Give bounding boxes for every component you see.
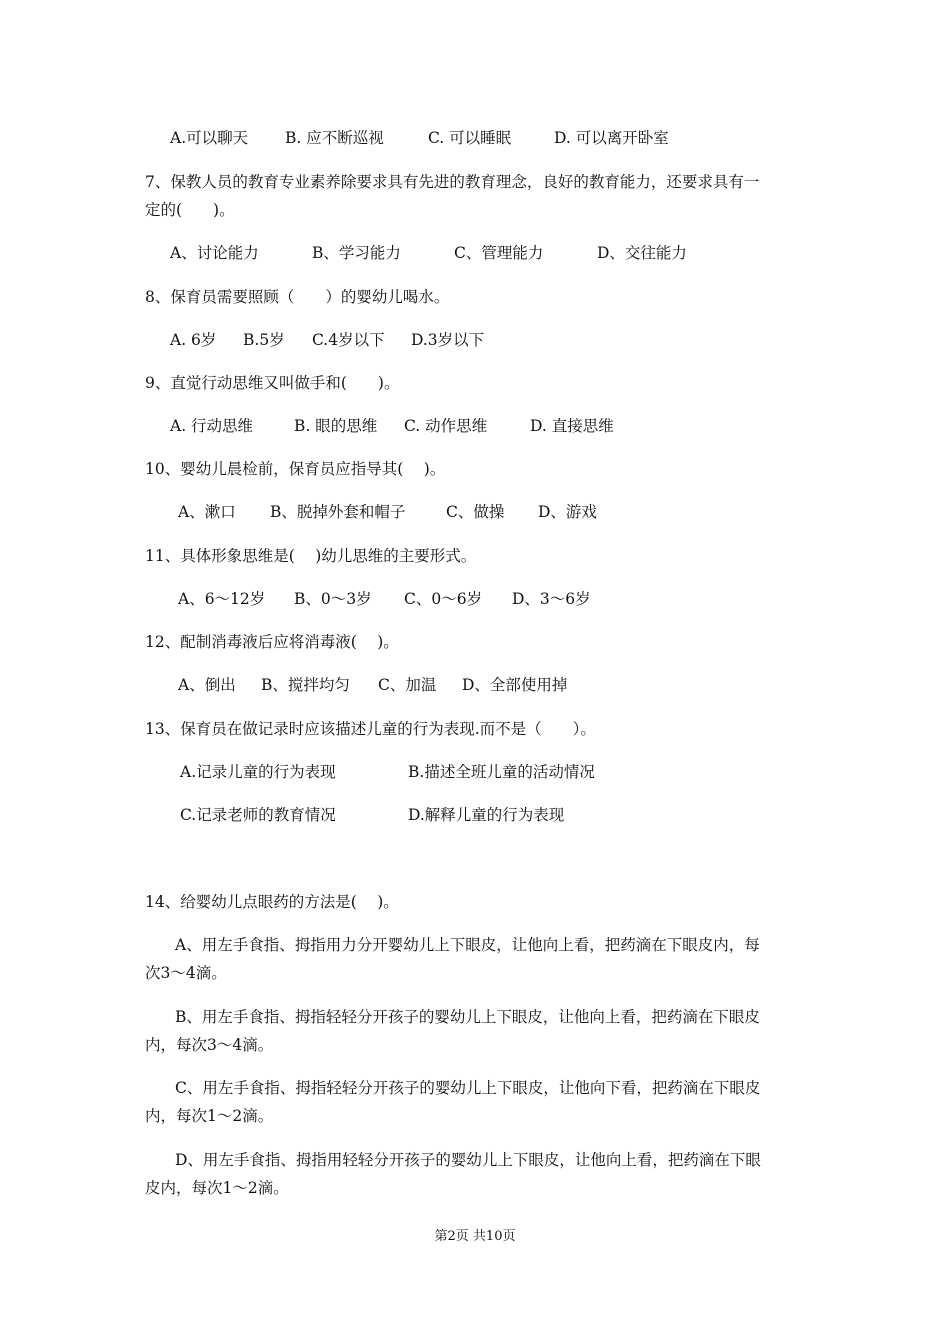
- q13-option-b: B.描述全班儿童的活动情况: [408, 763, 595, 781]
- q12-question: 12、配制消毒液后应将消毒液( )。: [145, 633, 399, 651]
- q10-option-b: B、脱掉外套和帽子: [270, 503, 406, 521]
- q7-option-a: A、讨论能力: [170, 244, 259, 262]
- q8-option-c: C.4岁以下: [312, 331, 385, 349]
- q14-option-c-line2: 内，每次1～2滴。: [145, 1107, 274, 1125]
- q8-option-b: B.5岁: [243, 331, 285, 349]
- q11-option-b: B、0～3岁: [294, 590, 372, 608]
- q14-option-b-line2: 内，每次3～4滴。: [145, 1036, 274, 1054]
- q14-option-d-line1: D、用左手食指、拇指用轻轻分开孩子的婴幼儿上下眼皮，让他向上看，把药滴在下眼: [175, 1151, 761, 1169]
- q7-question-line1: 7、保教人员的教育专业素养除要求具有先进的教育理念，良好的教育能力，还要求具有一: [145, 173, 760, 191]
- q12-option-d: D、全部使用掉: [462, 676, 568, 694]
- q10-question: 10、婴幼儿晨检前，保育员应指导其( )。: [145, 460, 446, 478]
- q12-option-c: C、加温: [378, 676, 437, 694]
- q6-option-c: C. 可以睡眠: [428, 129, 512, 147]
- q10-option-c: C、做操: [446, 503, 505, 521]
- q9-option-b: B. 眼的思维: [294, 417, 378, 435]
- q12-option-a: A、倒出: [178, 676, 236, 694]
- q14-option-c-line1: C、用左手食指、拇指轻轻分开孩子的婴幼儿上下眼皮，让他向下看，把药滴在下眼皮: [175, 1079, 761, 1097]
- q7-option-c: C、管理能力: [454, 244, 544, 262]
- q9-question: 9、直觉行动思维又叫做手和( )。: [145, 374, 400, 392]
- q8-option-a: A. 6岁: [170, 331, 217, 349]
- q7-question-line2: 定的( )。: [145, 201, 235, 219]
- q12-option-b: B、搅拌均匀: [261, 676, 350, 694]
- q6-option-b: B. 应不断巡视: [285, 129, 384, 147]
- q13-question: 13、保育员在做记录时应该描述儿童的行为表现.而不是（ ）。: [145, 720, 596, 738]
- q8-option-d: D.3岁以下: [411, 331, 485, 349]
- q14-question: 14、给婴幼儿点眼药的方法是( )。: [145, 893, 399, 911]
- q9-option-c: C. 动作思维: [404, 417, 488, 435]
- q11-question: 11、具体形象思维是( )幼儿思维的主要形式。: [145, 547, 477, 565]
- q13-option-a: A.记录儿童的行为表现: [180, 763, 336, 781]
- q14-option-b-line1: B、用左手食指、拇指轻轻分开孩子的婴幼儿上下眼皮，让他向上看，把药滴在下眼皮: [175, 1008, 760, 1026]
- q11-option-c: C、0～6岁: [404, 590, 483, 608]
- q9-option-d: D. 直接思维: [530, 417, 614, 435]
- q8-question: 8、保育员需要照顾（ ）的婴幼儿喝水。: [145, 288, 450, 306]
- q6-option-d: D. 可以离开卧室: [554, 129, 669, 147]
- q14-option-a-line1: A、用左手食指、拇指用力分开婴幼儿上下眼皮，让他向上看，把药滴在下眼皮内，每: [175, 936, 760, 954]
- q9-option-a: A. 行动思维: [170, 417, 254, 435]
- q6-option-a: A.可以聊天: [170, 129, 249, 147]
- q10-option-d: D、游戏: [538, 503, 597, 521]
- q11-option-a: A、6～12岁: [178, 590, 266, 608]
- q7-option-d: D、交往能力: [597, 244, 687, 262]
- q13-option-d: D.解释儿童的行为表现: [408, 806, 565, 824]
- q13-option-c: C.记录老师的教育情况: [180, 806, 336, 824]
- q14-option-d-line2: 皮内，每次1～2滴。: [145, 1179, 289, 1197]
- q14-option-a-line2: 次3～4滴。: [145, 964, 227, 982]
- page-number-footer: 第2页 共10页: [434, 1229, 516, 1244]
- q7-option-b: B、学习能力: [312, 244, 401, 262]
- q10-option-a: A、漱口: [178, 503, 236, 521]
- q11-option-d: D、3～6岁: [512, 590, 591, 608]
